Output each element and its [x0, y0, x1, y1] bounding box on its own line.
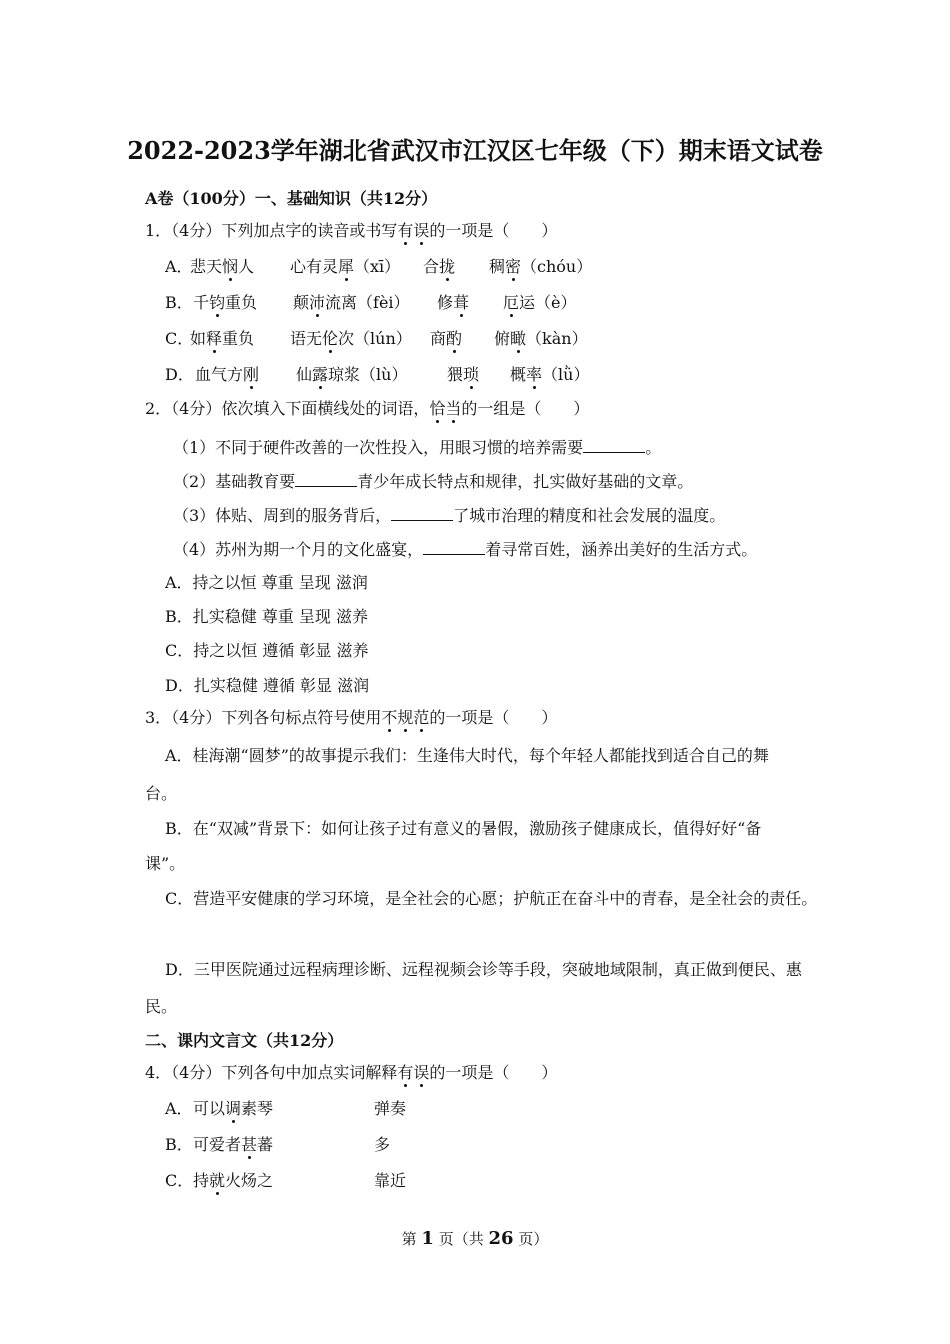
exam-title: 2022-2023学年湖北省武汉市江汉区七年级（下）期末语文试卷 — [127, 136, 823, 165]
question-4-stem: 4．（4分）下列各句中加点实词解释有误的一项是（ ） — [145, 1063, 558, 1082]
answer-blank — [295, 470, 357, 487]
question-2-stem: 2．（4分）依次填入下面横线处的词语，恰当的一组是（ ） — [145, 399, 590, 418]
question-3-option-a-cont: 台。 — [145, 784, 178, 803]
section-a-heading: A卷（100分）一、基础知识（共12分） — [145, 189, 438, 208]
question-2-option-d: D．扎实稳健 遵循 彰显 滋润 — [165, 676, 370, 695]
question-2-sentence-1: （1）不同于硬件改善的一次性投入，用眼习惯的培养需要 。 — [173, 438, 662, 457]
question-3-option-a: A．桂海潮“圆梦”的故事提示我们：生逢伟大时代，每个年轻人都能找到适合自己的舞 — [165, 746, 769, 765]
question-2-option-a: A．持之以恒 尊重 呈现 滋润 — [165, 573, 368, 592]
question-2-option-c: C．持之以恒 遵循 彰显 滋养 — [165, 641, 369, 660]
question-2-sentence-4: （4）苏州为期一个月的文化盛宴， 着寻常百姓，涵养出美好的生活方式。 — [173, 540, 758, 559]
question-3-option-b-cont: 课”。 — [145, 854, 186, 873]
answer-blank — [583, 436, 645, 453]
question-3-stem: 3．（4分）下列各句标点符号使用不规范的一项是（ ） — [145, 708, 558, 727]
answer-blank — [391, 504, 453, 521]
page-footer: 第 1 页（共 26 页） — [401, 1228, 549, 1249]
page-total: 26 — [488, 1228, 514, 1249]
question-3-option-d-cont: 民。 — [145, 997, 178, 1016]
question-2-sentence-2: （2）基础教育要 青少年成长特点和规律，扎实做好基础的文章。 — [173, 472, 694, 491]
question-3-option-d: D．三甲医院通过远程病理诊断、远程视频会诊等手段，突破地域限制，真正做到便民、惠 — [165, 960, 802, 979]
question-2-option-b: B．扎实稳健 尊重 呈现 滋养 — [165, 607, 369, 626]
question-2-sentence-3: （3）体贴、周到的服务背后， 了城市治理的精度和社会发展的温度。 — [173, 506, 726, 525]
section-2-heading: 二、课内文言文（共12分） — [145, 1031, 344, 1050]
question-3-option-c: C．营造平安健康的学习环境，是全社会的心愿；护航正在奋斗中的青春，是全社会的责任。 — [165, 889, 818, 908]
question-3-option-b: B．在“双减”背景下：如何让孩子过有意义的暑假，激励孩子健康成长，值得好好“备 — [165, 819, 762, 838]
page-number: 1 — [421, 1228, 434, 1249]
question-1-stem: 1．（4分）下列加点字的读音或书写有误的一项是（ ） — [145, 221, 558, 240]
answer-blank — [423, 538, 485, 555]
